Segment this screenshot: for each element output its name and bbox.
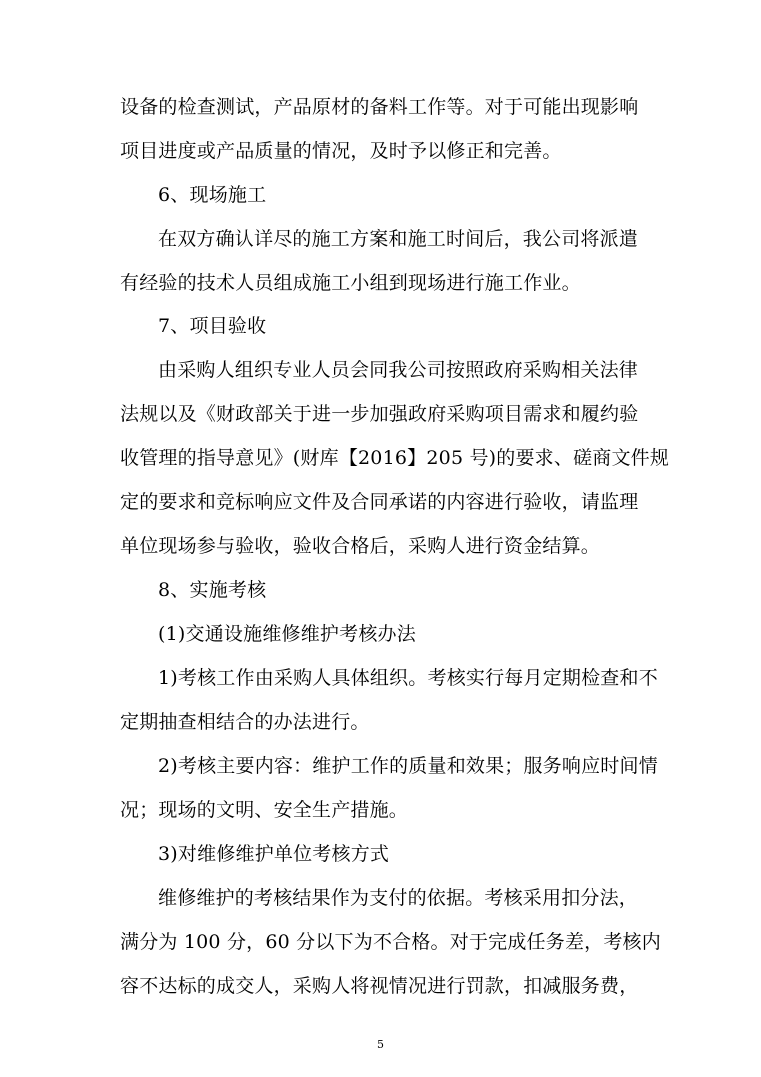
body-text-line: 收管理的指导意见》(财库【2016】205 号)的要求、磋商文件规 [120,447,670,469]
body-text-line: 设备的检查测试，产品原材的备料工作等。对于可能出现影响 [120,96,639,118]
body-text-line: 定期抽查相结合的办法进行。 [120,711,370,733]
section-heading: 8、实施考核 [158,579,267,601]
body-text-line: 满分为 100 分，60 分以下为不合格。对于完成任务差，考核内 [120,931,661,953]
body-text-line: 定的要求和竞标响应文件及合同承诺的内容进行验收，请监理 [120,491,639,513]
body-text-line: 况；现场的文明、安全生产措施。 [120,799,409,821]
body-text-line: 维修维护的考核结果作为支付的依据。考核采用扣分法， [158,887,639,909]
page-number: 5 [377,1038,384,1051]
section-heading: 6、现场施工 [158,184,267,206]
subsection-heading: 3)对维修维护单位考核方式 [158,843,390,865]
body-text-line: 单位现场参与验收，验收合格后，采购人进行资金结算。 [120,535,601,557]
body-text-line: 有经验的技术人员组成施工小组到现场进行施工作业。 [120,272,581,294]
subsection-heading: (1)交通设施维修维护考核办法 [158,623,416,645]
body-text-line: 法规以及《财政部关于进一步加强政府采购项目需求和履约验 [120,403,639,425]
body-text-line: 由采购人组织专业人员会同我公司按照政府采购相关法律 [158,359,639,381]
body-text-line: 在双方确认详尽的施工方案和施工时间后，我公司将派遣 [158,228,639,250]
body-text-line: 项目进度或产品质量的情况，及时予以修正和完善。 [120,140,562,162]
body-text-line: 容不达标的成交人，采购人将视情况进行罚款，扣减服务费， [120,975,639,997]
section-heading: 7、项目验收 [158,315,267,337]
body-text-line: 1)考核工作由采购人具体组织。考核实行每月定期检查和不 [158,667,658,689]
body-text-line: 2)考核主要内容：维护工作的质量和效果；服务响应时间情 [158,755,658,777]
